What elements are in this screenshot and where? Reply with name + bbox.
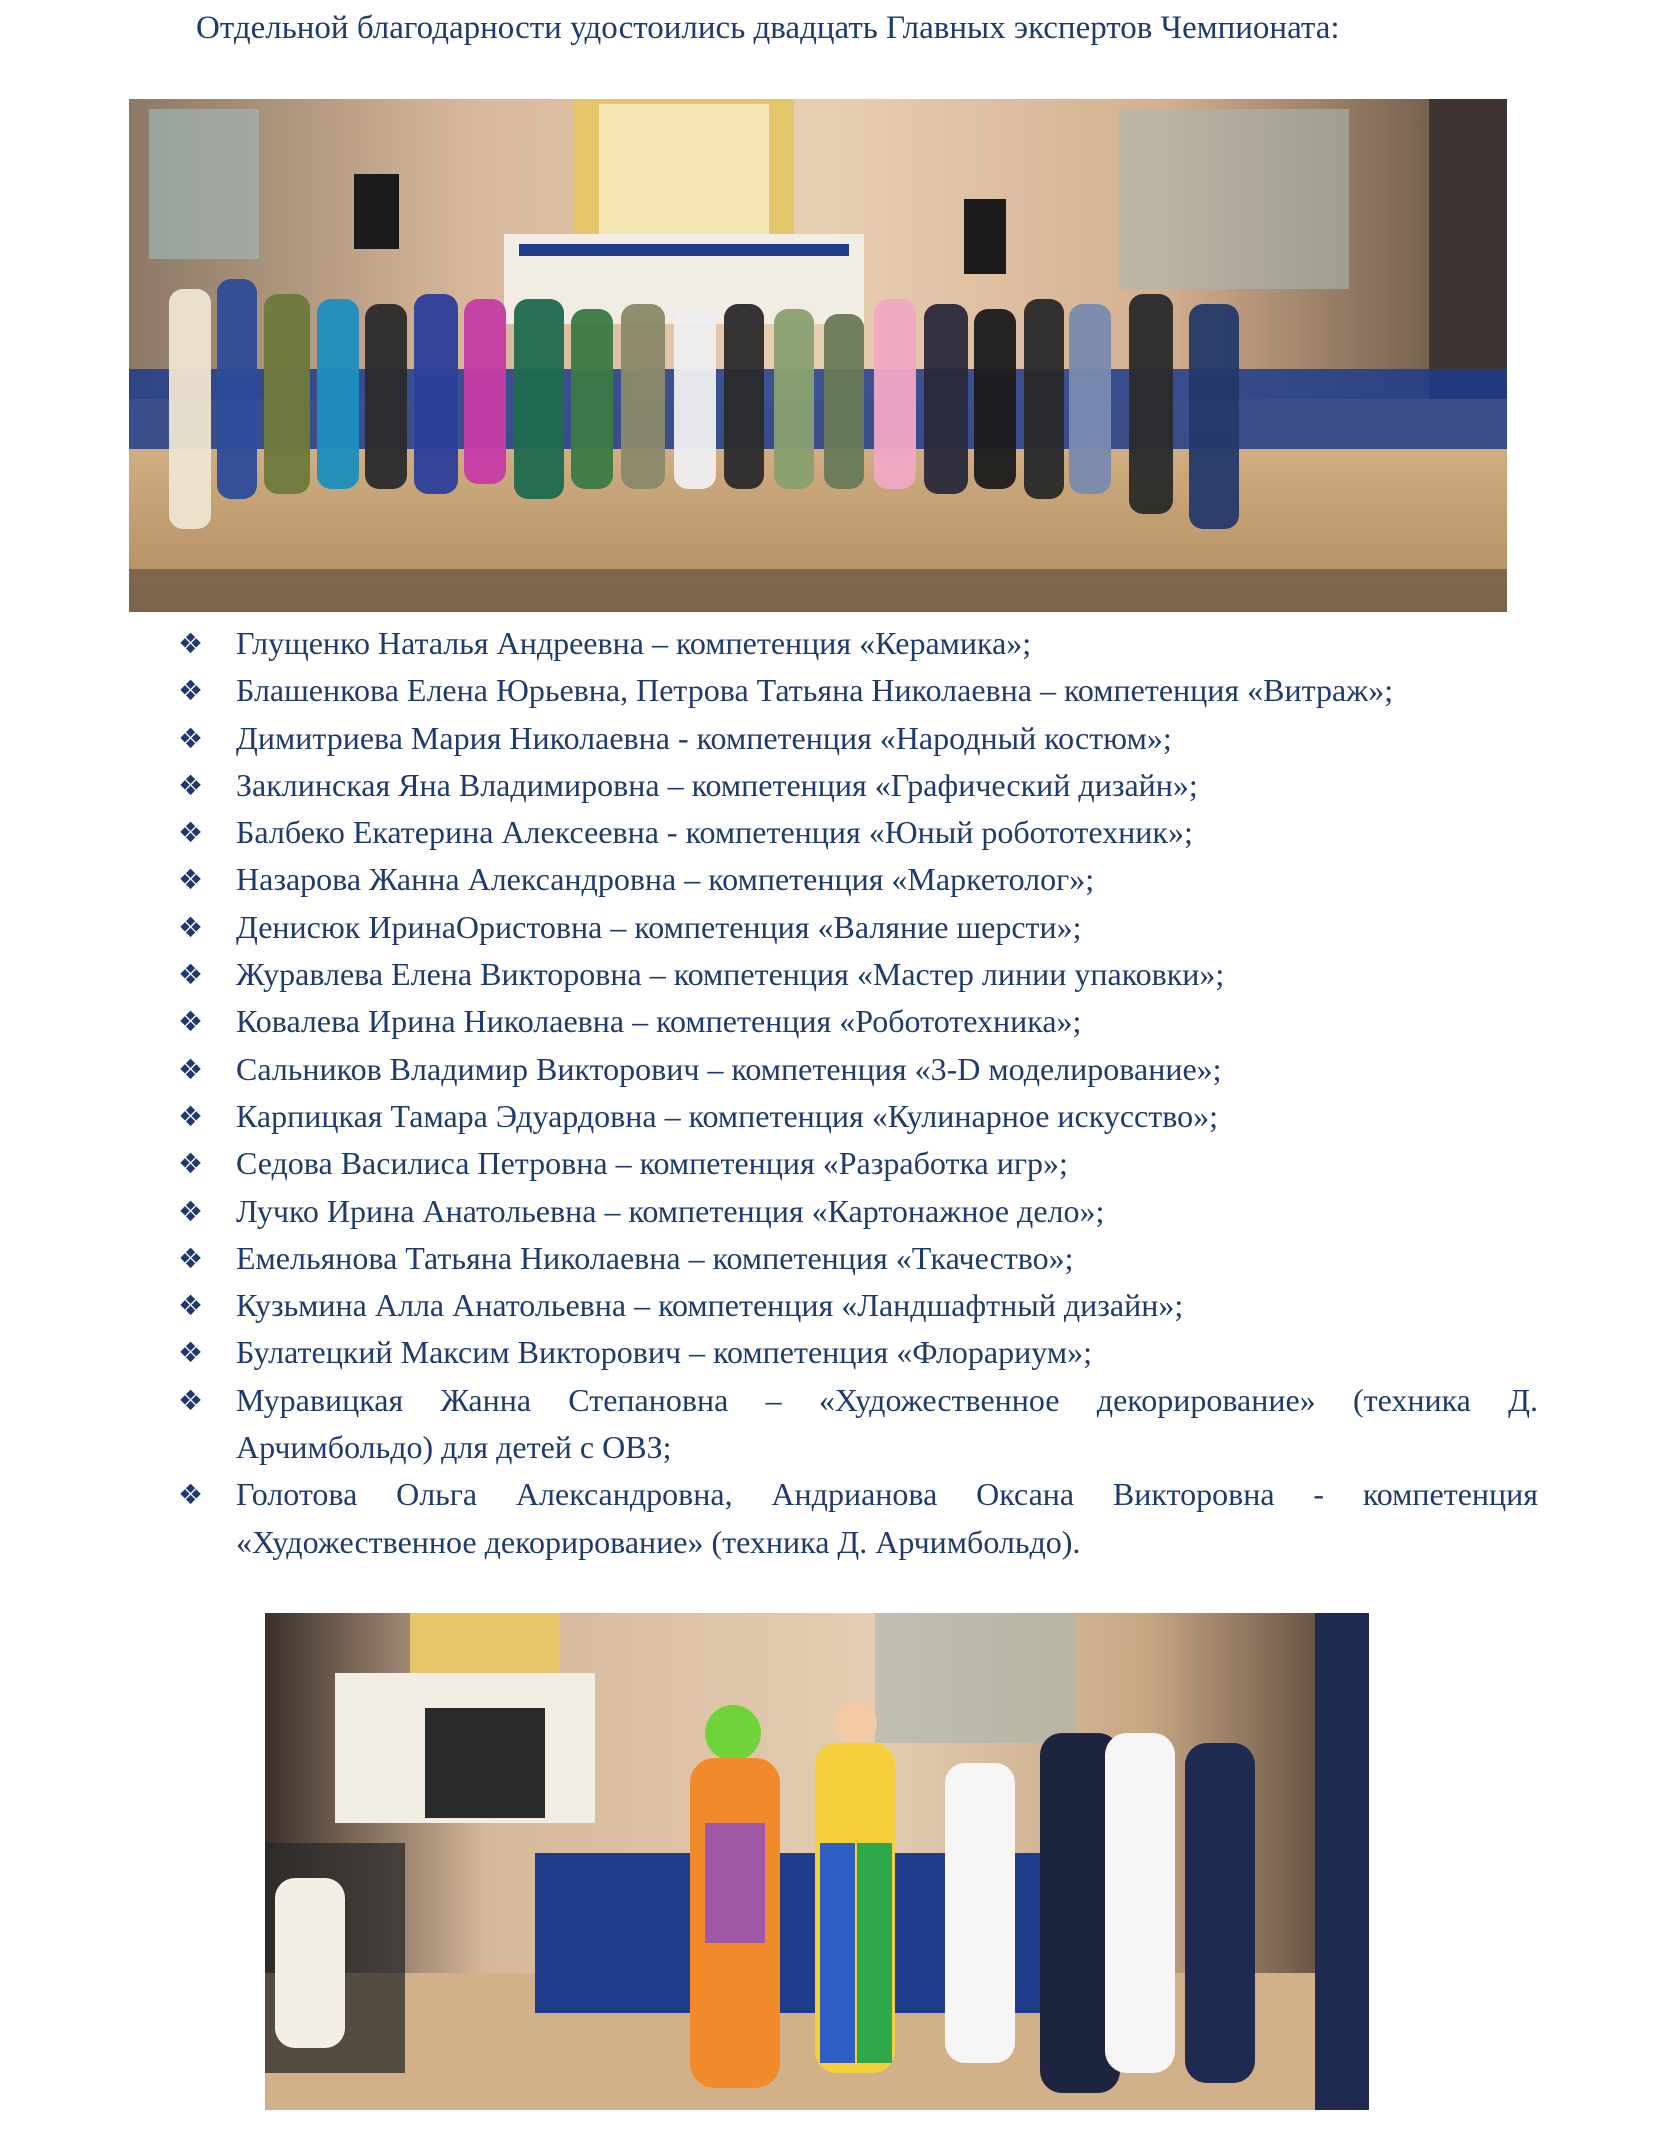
diamond-bullet-icon: ❖ [178, 863, 204, 897]
diamond-bullet-icon: ❖ [178, 768, 204, 802]
expert-entry: Балбеко Екатерина Алексеевна - компетенция «Юный робототехник»; [236, 814, 1193, 851]
event-photo-image [265, 1613, 1369, 2110]
expert-entry: Денисюк ИринаОристовна – компетенция «Валяние шерсти»; [236, 908, 1082, 945]
diamond-bullet-icon: ❖ [178, 1383, 204, 1417]
expert-entry: Блашенкова Елена Юрьевна, Петрова Татьяна Николаевна – компетенция «Витраж»; [236, 672, 1394, 709]
list-item [178, 715, 1538, 762]
expert-entry: Емельянова Татьяна Николаевна – компетенция «Ткачество»; [236, 1239, 1074, 1276]
list-item [178, 1046, 1538, 1093]
expert-entry: Ковалева Ирина Николаевна – компетенция «Робототехника»; [236, 1003, 1082, 1040]
group-photo-image [129, 99, 1507, 612]
list-item [178, 620, 1538, 667]
diamond-bullet-icon: ❖ [178, 1147, 204, 1181]
diamond-bullet-icon: ❖ [178, 816, 204, 850]
expert-entry: Муравицкая Жанна Степановна – «Художественное декорирование» (техника Д. Арчимбольдо) для детей с ОВЗ; [236, 1381, 1538, 1466]
diamond-bullet-icon: ❖ [178, 721, 204, 755]
diamond-bullet-icon: ❖ [178, 910, 204, 944]
expert-entry: Седова Василиса Петровна – компетенция «Разработка игр»; [236, 1145, 1068, 1182]
expert-entry: Заклинская Яна Владимировна – компетенция «Графический дизайн»; [236, 766, 1198, 803]
expert-entry: Булатецкий Максим Викторович – компетенция «Флорариум»; [236, 1334, 1092, 1371]
diamond-bullet-icon: ❖ [178, 627, 204, 660]
diamond-bullet-icon: ❖ [178, 1194, 204, 1228]
list-item [178, 1471, 1538, 1566]
diamond-bullet-icon: ❖ [178, 1005, 204, 1039]
group-photo-experts [129, 99, 1507, 612]
list-item [178, 762, 1538, 809]
list-item [178, 1235, 1538, 1282]
expert-entry: Голотова Ольга Александровна, Андрианова Оксана Викторовна - компетенция «Художественное декорирование» (техника Д. Арчимбольдо). [236, 1476, 1538, 1560]
diamond-bullet-icon: ❖ [178, 1241, 204, 1275]
list-item [178, 1329, 1538, 1376]
expert-entry: Карпицкая Тамара Эдуардовна – компетенция «Кулинарное искусство»; [236, 1097, 1218, 1134]
diamond-bullet-icon: ❖ [178, 1478, 204, 1512]
diamond-bullet-icon: ❖ [178, 958, 204, 992]
expert-entry: Лучко Ирина Анатольевна – компетенция «Картонажное дело»; [236, 1192, 1105, 1229]
diamond-bullet-icon: ❖ [178, 1336, 204, 1370]
list-item [178, 904, 1538, 951]
expert-entry: Назарова Жанна Александровна – компетенция «Маркетолог»; [236, 861, 1095, 898]
list-item [178, 667, 1538, 714]
list-item [178, 1140, 1538, 1187]
experts-list [178, 620, 1538, 1566]
list-item [178, 1377, 1538, 1472]
list-item [178, 809, 1538, 856]
list-item [178, 856, 1538, 903]
expert-entry: Глущенко Наталья Андреевна – компетенция «Керамика»; [236, 625, 1032, 661]
diamond-bullet-icon: ❖ [178, 1052, 204, 1086]
expert-entry: Димитриева Мария Николаевна - компетенция «Народный костюм»; [236, 719, 1172, 756]
page-heading: Отдельной благодарности удостоились двадцать Главных экспертов Чемпионата: [196, 10, 1340, 46]
diamond-bullet-icon: ❖ [178, 674, 204, 708]
expert-entry: Кузьмина Алла Анатольевна – компетенция «Ландшафтный дизайн»; [236, 1287, 1184, 1324]
list-item [178, 998, 1538, 1045]
list-item [178, 1093, 1538, 1140]
diamond-bullet-icon: ❖ [178, 1289, 204, 1323]
expert-entry: Журавлева Елена Викторовна – компетенция «Мастер линии упаковки»; [236, 956, 1225, 993]
list-item [178, 1282, 1538, 1329]
event-photo-performers [265, 1613, 1369, 2110]
diamond-bullet-icon: ❖ [178, 1099, 204, 1133]
list-item [178, 1188, 1538, 1235]
list-item [178, 951, 1538, 998]
expert-entry: Сальников Владимир Викторович – компетенция «3-D моделирование»; [236, 1050, 1222, 1087]
